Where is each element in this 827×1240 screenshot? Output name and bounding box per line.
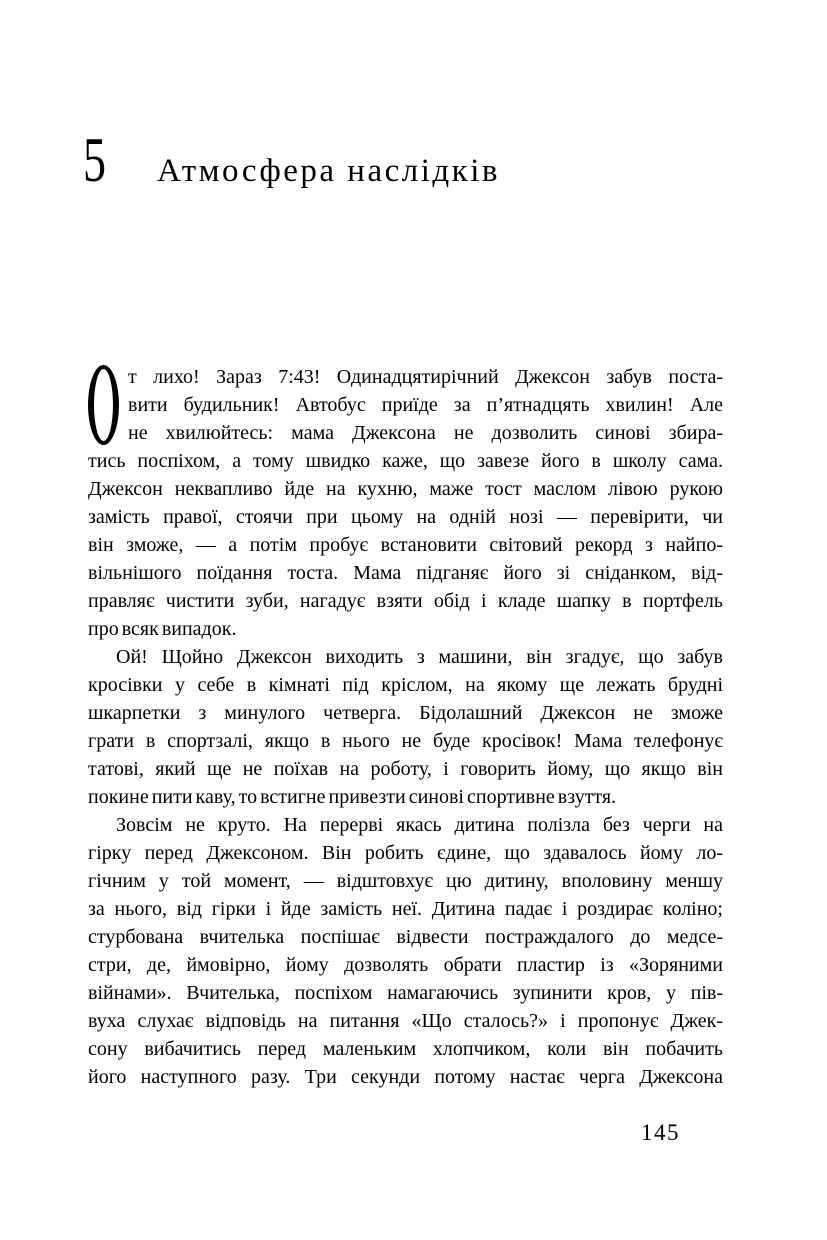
text-line: Ой! Щойно Джексон виходить з машини, він згадує, що забув — [116, 646, 723, 668]
text-line: грати в спортзалі, якщо в нього не буде кросівок! Мама телефонує — [88, 730, 723, 752]
paragraph — [88, 811, 723, 1091]
text-line: тись поспіхом, а тому швидко каже, що завезе його в школу сама. — [88, 450, 723, 472]
text-line: вільнішого поїдання тоста. Мама підганяє його зі сніданком, від- — [88, 562, 723, 584]
chapter-header — [83, 124, 500, 195]
text-line: стурбована вчителька поспішає відвести постраждалого до медсе- — [88, 926, 723, 948]
text-line: правляє чистити зуби, нагадує взяти обід і кладе шапку в портфель — [88, 590, 723, 612]
text-line: за нього, від гірки і йде замість неї. Дитина падає і роздирає коліно; — [88, 898, 723, 920]
text-line: Джексон неквапливо йде на кухню, маже тост маслом лівою рукою — [88, 478, 723, 500]
text-line: стри, де, ймовірно, йому дозволять обрати пластир із «Зоряними — [88, 954, 723, 976]
dropcap-text — [94, 369, 95, 397]
text-line: Зовсім не круто. На перерві якась дитина полізла без черги на — [116, 814, 723, 836]
text-line: татові, який ще не поїхав на роботу, і говорить йому, що якщо він — [88, 758, 723, 780]
text-line: війнами». Вчителька, поспіхом намагаючись зупинити кров, у пів- — [88, 982, 723, 1004]
chapter-number: 5 — [83, 124, 107, 195]
text-line: покине пити каву, то встигне привезти синові спортивне взуття. — [88, 786, 617, 808]
body-text — [88, 363, 723, 1091]
paragraph — [88, 363, 723, 643]
text-line: він зможе, — а потім пробує встановити світовий рекорд з найпо- — [88, 534, 723, 556]
page-number: 145 — [641, 1120, 680, 1145]
text-line: сону вибачитись перед маленьким хлопчиком, коли він побачить — [88, 1038, 723, 1060]
text-line: його наступного разу. Три секунди потому настає черга Джексона — [88, 1066, 723, 1088]
text-line: т лихо! Зараз 7:43! Одинадцятирічний Джексон забув поста- — [128, 366, 723, 388]
text-line: вити будильник! Автобус приїде за п’ятнадцять хвилин! Але — [128, 394, 723, 416]
chapter-title: Атмосфера наслідків — [157, 153, 500, 189]
text-line: про всяк випадок. — [88, 618, 237, 640]
text-line: замість правої, стоячи при цьому на одній нозі — перевірити, чи — [88, 506, 723, 528]
text-line: шкарпетки з минулого четверга. Бідолашний Джексон не зможе — [88, 702, 723, 724]
text-line: не хвилюйтесь: мама Джексона не дозволить синові збира- — [128, 422, 723, 444]
text-line: кросівки у себе в кімнаті під кріслом, на якому ще лежать брудні — [88, 674, 723, 696]
text-line: вуха слухає відповідь на питання «Що сталось?» і пропонує Джек- — [88, 1010, 723, 1032]
dropcap-letter — [88, 365, 119, 445]
paragraph — [88, 643, 723, 811]
text-line: гірку перед Джексоном. Він робить єдине, що здавалось йому ло- — [88, 842, 723, 864]
text-line: гічним у той момент, — відштовхує цю дитину, вполовину меншу — [88, 870, 723, 892]
